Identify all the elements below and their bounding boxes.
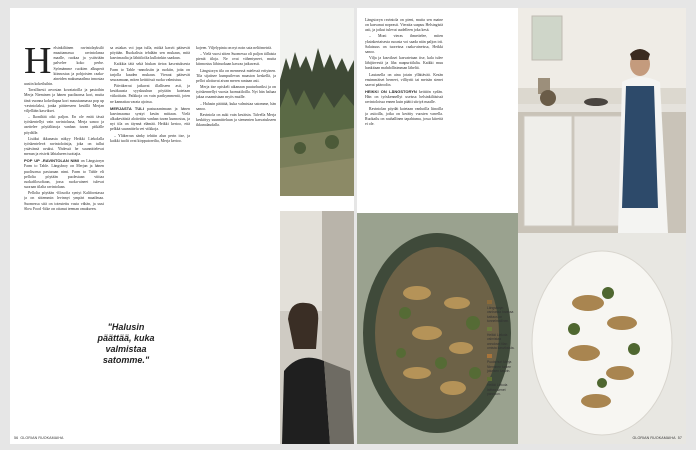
subheading: HEIKKI ON LÄNGSTORYN bbox=[365, 89, 417, 95]
paragraph: Längstoryn tila on mennessä mielessä erityinen. Tila sijaitsee kumpuilevan maaston keskellä, ja pellot ulottuvat aivan meren rantaan asti. bbox=[196, 68, 276, 83]
paragraph: sa asiakas voi jopa tulla, mitkä kasvit pääsevät pöytään. Ruokalista tehdään sen mukaan, mitä kasvimaalta ja lähitiloilta kulloinkin saadaan. bbox=[110, 46, 190, 61]
paragraph: kojeen. Viljelypinta on nyt noin sata neliömetriä. bbox=[196, 46, 272, 50]
paragraph: Vilja ja kasvikset kasvatetaan itse, kala tulee lähijärvestä ja liha naapuritilalta. Kaikki muu hankitaan mahdollisimman läheltä. bbox=[365, 56, 443, 71]
forest-image bbox=[280, 8, 354, 196]
paragraph: Lautasella on aina jotain yllättävää. Kesän ensimmäiset herneet, villiyrtit tai metsän sienet saavat pääroolin. bbox=[365, 72, 443, 87]
paragraph: – Yläkerran sänky tehtiin alun perin itse, ja kaikki tuolit ovat kirpputoreilta, Merja kertoo. bbox=[110, 133, 190, 143]
dropcap-letter: H bbox=[24, 46, 52, 82]
text-column-1 bbox=[24, 46, 104, 213]
caption: Puutarhuri Merja Nieminen tuntee jokaisen kasvin. bbox=[487, 354, 515, 373]
text-column-4 bbox=[365, 18, 443, 213]
caption-swatch bbox=[487, 377, 492, 381]
caption-swatch bbox=[487, 354, 492, 358]
portrait-image bbox=[280, 211, 354, 444]
paragraph: HEIKKI ON LÄNGSTORYN keittiön sydän. Hän on työskennellyt useissa helsinkiläisissä ravintoloissa ennen kuin päätti siirtyä maalle. bbox=[365, 89, 443, 105]
paragraph: Kaikkia tätä sekä hiukan tietoa kasvatuksesta Farm to Table -annoksiin ja ruokiin, joita on tarjolla kauden mukaan. Vieraat pääsevät seuraamaan, miten keittiössä ruoka valmistuu. bbox=[110, 62, 190, 82]
caption: Längstoryn vanhassa tuvassa kattaus on tunnelmallinen. bbox=[487, 300, 515, 323]
magazine-name: GLORIAN RUOKAMAIHA bbox=[632, 436, 676, 440]
footer-right bbox=[632, 436, 682, 440]
paragraph: Merja itse opiskeli aikanaan puutarhuriksi ja on työskennellyt vuosia luomutiloilla. Nyt hän haluaa jakaa osaamistaan myös muille. bbox=[196, 85, 276, 100]
forest-photo bbox=[280, 8, 354, 196]
page-number: 57 bbox=[677, 436, 682, 440]
paragraph: – Halusin päättää, kuka valmistaa satomme, hän sanoo. bbox=[196, 101, 276, 111]
quote-line: "Halusin bbox=[107, 322, 145, 332]
paragraph: Päiväkerrat jatkuvat illalliseen asti, ja kesäkuusta syyskuuhun pöytään katetaan viikoittain. Paikkoja on vain parikymmentä, joten ne kannattaa varata ajoissa. bbox=[110, 84, 190, 104]
woman-portrait-photo bbox=[280, 211, 354, 444]
paragraph: Tavallisesti arvostan kovatatoilla ja pastoihin Merja Nieminen ja hänen puolisonsa kori, mutta tänä vuonna kokeilupaa kori maustaamassa pop up -ravintolaksi, jonka pääteeseen kesällä Merjan viljellään kasvikset. bbox=[24, 88, 104, 113]
paragraph: Pellolta pöytään -filosofia syntyi Kaliforniassa ja on sittemmin levinnyt ympäri maailmaa. Suomessa sitä on toteutettu vasta vähän, ja uusi Slow Food -liike on ottanut teeman omakseen. bbox=[24, 191, 104, 211]
paragraph: Ravintolan pöydät katetaan vanhoilla liinoilla ja astioilla, jotka on kerätty vuosien varrella. Ruokailu on rauhallinen tapahtuma, jossa kiirettä ei ole. bbox=[365, 106, 443, 126]
kitchen-photo bbox=[518, 8, 686, 233]
quote-line: valmistaa bbox=[105, 344, 147, 354]
photo-captions bbox=[487, 300, 515, 400]
paragraph: POP UP -RAVINTOLAN NIMI on Längstoryn Farm to Table. Längsbroy on Merjan ja hänen puolisonsa pasturaan nimi. Farm to Table eli pellolta pöytään puolestaan viittaa ruokafilosofiaan, jossa ruoka-aineet tulevat suoraan tilalta ravintolaan. bbox=[24, 158, 104, 190]
magazine-name: GLORIAN RUOKAMAIHA bbox=[20, 436, 64, 440]
kitchen-image bbox=[518, 8, 686, 233]
caption-swatch bbox=[487, 300, 492, 304]
paragraph: Längstoryn ravintola on pieni, mutta sen maine on kasvanut nopeasti. Vieraita saapuu Helsingistä asti, ja jotkut tulevat uudelleen joka kesä. bbox=[365, 18, 443, 33]
subheading: MERJASTA TULI bbox=[110, 105, 144, 111]
right-page bbox=[357, 8, 686, 444]
plate-photo bbox=[518, 233, 686, 444]
intro-paragraph: Helsinkiläinen ravintolayksilö muuttamassa ravintolansa maalle, ruokaa ja ystäviään palvelee koko perhe. Syömämme ruokien alkuperä kiinnostaa ja pohjoisten raaka-aineiden makumaailma innostaa uusiin kokeiluihin. bbox=[24, 46, 104, 87]
caption: Heikki Liekola laittaa sienet pannuun. bbox=[487, 377, 515, 396]
page-number: 56 bbox=[14, 436, 19, 440]
paragraph: – Vielä vuosi sitten Suomessa oli paljon tällaisia pieniä tiloja. Ne ovat vähentyneet, mutta kiinnostus lähiruokaan kasvaa jatkuvasti. bbox=[196, 52, 276, 67]
quote-line: satomme." bbox=[102, 355, 150, 365]
left-page bbox=[10, 8, 354, 444]
paragraph: Ravintola on auki vain kesäisin. Talvella Merja keskittyy suunnitteluun ja siementen kasvatukseen ikkunalaudalla. bbox=[196, 112, 276, 128]
subheading: POP UP -RAVINTOLAN NIMI bbox=[24, 158, 79, 164]
paragraph: – Ikoniltää oiki paljon. En ole enää tässä työskentellyt vain ravintolassa, Merja sanoo ja asettelee pöytäliinoja vanhan tuvan pitkälle pöydälle. bbox=[24, 115, 104, 135]
paragraph: MERJASTA TULI pasturaanimaan ja hänen kasvimaansa syntyi kesän mittaan. Vielä alkukeväästä aloitettiin vanhan tuvan kunnostus, ja nyt tila on täynnä elämää. Heikki kertoo, että pelkkä suunnittelu vei viikkoja. bbox=[110, 105, 190, 132]
text-column-3 bbox=[196, 46, 276, 129]
pull-quote bbox=[94, 318, 158, 370]
plate-image bbox=[518, 233, 686, 444]
caption-swatch bbox=[487, 327, 492, 331]
quote-line: päättää, kuka bbox=[97, 333, 155, 343]
paragraph: – Moni vieras ihmettelee, miten yksinkertaisesta ruoasta voi saada näin paljon irti. Salaisuus on tuoreissa raaka-aineissa, Heikki sanoo. bbox=[365, 34, 443, 54]
footer-left bbox=[14, 436, 64, 440]
caption: Heikki Liekola valmistaa annokset tilan omista kasviksista. bbox=[487, 327, 515, 350]
paragraph: Lisäksi ikkunasta näkyy Heikki Liekolalla työskentelevä ravintoloitsija, joka on tullut ystävänsä avuksi. Yhdessä he suunnittelevat menun ja etsivät lähialueen tuottajia. bbox=[24, 136, 104, 157]
text-column-2 bbox=[110, 46, 190, 316]
